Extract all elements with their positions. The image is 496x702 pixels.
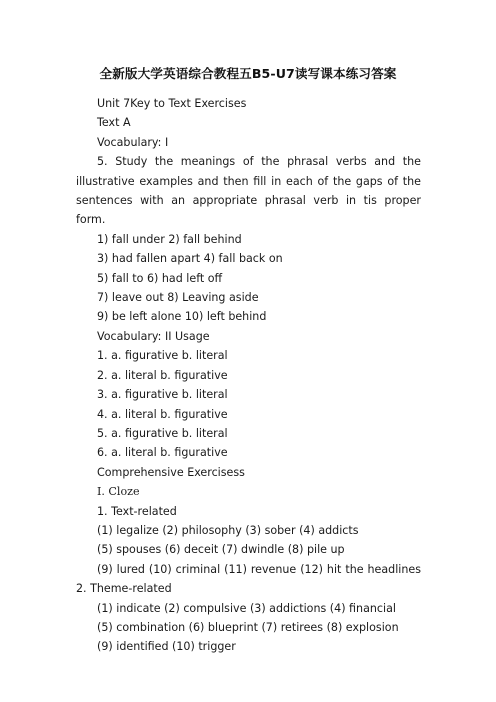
text-line: 6. a. literal b. figurative <box>97 446 228 460</box>
text-line: 1) fall under 2) fall behind <box>97 232 242 246</box>
text-line: (5) spouses (6) deceit (7) dwindle (8) pile up <box>97 543 345 557</box>
text-line: Vocabulary: I <box>97 135 169 149</box>
text-line: (1) indicate (2) compulsive (3) addictions (4) financial <box>97 601 396 615</box>
text-line: Vocabulary: II Usage <box>97 329 210 343</box>
text-line: 9) be left alone 10) left behind <box>97 310 267 324</box>
document-title: 全新版大学英语综合教程五B5-U7读写课本练习答案 <box>99 66 397 81</box>
text-line: 7) leave out 8) Leaving aside <box>97 291 259 305</box>
text-line: 4. a. literal b. figurative <box>97 407 228 421</box>
text-line: (5) combination (6) blueprint (7) retirees (8) explosion <box>97 620 399 634</box>
text-line: (9) identified (10) trigger <box>97 640 236 654</box>
text-line: I. Cloze <box>97 485 140 499</box>
document-body <box>76 94 421 657</box>
text-paragraph: (9) lured (10) criminal (11) revenue (12) hit the headlines 2. Theme-related <box>76 562 421 596</box>
text-paragraph: 5. Study the meanings of the phrasal verbs and the illustrative examples and then fill in each of the gaps of the sentences with an appropriate phrasal verb in tis proper form. <box>76 155 421 227</box>
text-line: 1. Text-related <box>97 504 177 518</box>
text-line: 3) had fallen apart 4) fall back on <box>97 252 283 266</box>
text-line: Unit 7Key to Text Exercises <box>97 97 247 110</box>
text-line: 1. a. figurative b. literal <box>97 349 228 363</box>
text-line: 5) fall to 6) had left off <box>97 271 223 285</box>
text-line: (1) legalize (2) philosophy (3) sober (4) addicts <box>97 523 359 537</box>
text-line: 2. a. literal b. figurative <box>97 368 228 382</box>
text-line: Comprehensive Exercisess <box>97 465 245 479</box>
text-line: 3. a. figurative b. literal <box>97 388 228 402</box>
text-line: Text A <box>97 116 131 130</box>
text-line: 5. a. figurative b. literal <box>97 426 228 440</box>
